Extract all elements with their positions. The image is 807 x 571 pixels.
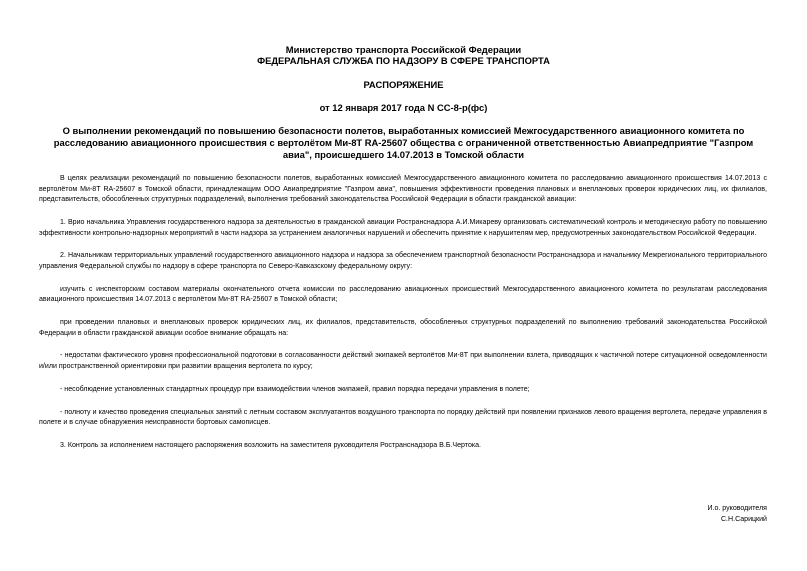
attention-point-1: - недостатки фактического уровня профессиональной подготовки в согласованности действий экипажей вертолётов Ми-8Т при выполнении взлета, приводящих к частичной потере ситуационной осведомленности и/или пространственной ориентировки при развитии вращения вертолета по курсу; bbox=[39, 352, 767, 371]
item-2-inspections-paragraph: при проведении плановых и внеплановых проверок юридических лиц, их филиалов, представительств, обособленных структурных подразделений по выполнению требований законодательства Российской Федерации в области гражданской авиации особое внимание обращать на: bbox=[39, 319, 767, 337]
item-1-paragraph: 1. Врио начальника Управления государственного надзора за деятельностью в гражданской авиации Ространснадзора А.И.Микареву организовать систематический контроль и методическую работу по повышению эффективности контрольно-надзорных мероприятий в части надзора за устранением аналогичных нарушений и обеспечить принятие к нарушителям мер, предусмотренных законодательством Российской Федерации. bbox=[39, 218, 767, 237]
document-body bbox=[39, 174, 767, 464]
item-2-study-paragraph: изучить с инспекторским составом материалы окончательного отчета комиссии по расследованию авиационных происшествий Межгосударственного авиационного комитета по результатам расследования авиационного происшествия 14.07.2013 с вертолётом Ми-8Т RA-25607 в Томской области; bbox=[39, 285, 767, 304]
attention-point-3: - полноту и качество проведения специальных занятий с летным составом эксплуатантов воздушного транспорта по порядку действий при появлении признаков левого вращения вертолета, передаче управления в полете и в случае обнаружения неисправности бортовых самописцев. bbox=[39, 408, 767, 427]
signatory-name: С.Н.Сарицкий bbox=[720, 516, 767, 523]
item-3-paragraph: 3. Контроль за исполнением настоящего распоряжения возложить на заместителя руководителя Ространснадзора В.Б.Чертока. bbox=[60, 442, 481, 449]
item-2-paragraph: 2. Начальникам территориальных управлений государственного авиационного надзора и надзора за обеспечением транспортной безопасности Ространснадзора и начальнику Межрегионального территориального управления Федеральной службы по надзору в сфере транспорта по Северо-Кавказскому федеральному округу: bbox=[39, 252, 767, 270]
service-name: ФЕДЕРАЛЬНАЯ СЛУЖБА ПО НАДЗОРУ В СФЕРЕ ТРАНСПОРТА bbox=[257, 55, 550, 66]
signatory-position: И.о. руководителя bbox=[707, 505, 767, 512]
ministry-name: Министерство транспорта Российской Федерации bbox=[285, 44, 522, 55]
document-date-number: от 12 января 2017 года N СС-8-р(фс) bbox=[319, 102, 488, 113]
document-title: О выполнении рекомендаций по повышению безопасности полетов, выработанных комиссией Межгосударственного авиационного комитета по расследованию авиационного происшествия с вертолётом Ми-8Т RA-25607 общества с ограниченной ответственностью Авиапредприятие "Газпром авиа", происшедшего 14.07.2013 в Томской области bbox=[53, 125, 754, 160]
preamble-paragraph: В целях реализации рекомендаций по повышению безопасности полетов, выработанных комиссией Межгосударственного авиационного комитета по расследованию авиационного происшествия 14.07.2013 с вертолётом Ми-8Т RA-25607 в Томской области, принадлежащим ООО Авиапредприятие "Газпром авиа", повышения эффективности проведения плановых и внеплановых проверок юридических лиц, их филиалов, представительств, обособленных структурных подразделений, выполнения требований законодательства Российской Федерации в области гражданской авиации: bbox=[39, 175, 767, 204]
document-type: РАСПОРЯЖЕНИЕ bbox=[363, 79, 444, 90]
attention-point-2: - несоблюдение установленных стандартных процедур при взаимодействии членов экипажей, правил порядка передачи управления в полете; bbox=[60, 385, 530, 393]
signature-block bbox=[707, 503, 767, 525]
